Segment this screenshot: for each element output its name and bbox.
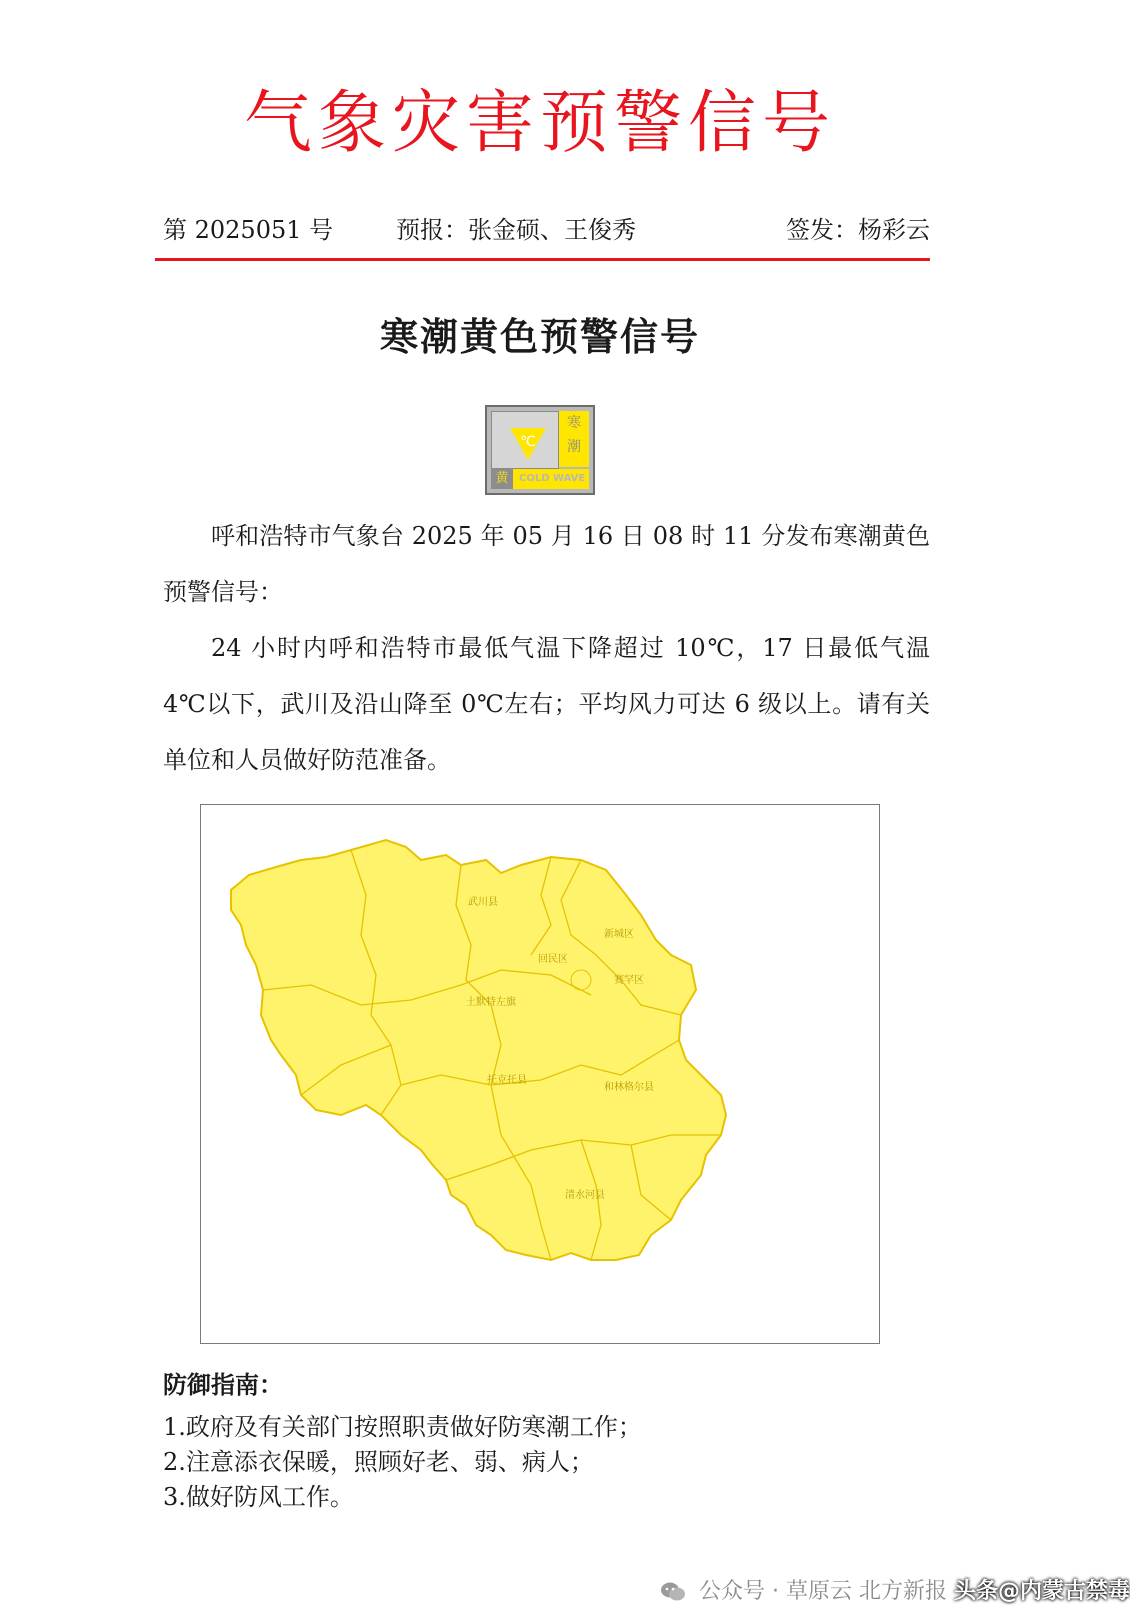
hohhot-region-map	[201, 805, 879, 1343]
thermometer-down-icon	[506, 420, 550, 464]
forecast-paragraph	[163, 620, 930, 788]
badge-side-char-2: 潮	[567, 439, 581, 455]
defense-guide-list	[163, 1410, 642, 1515]
header-divider	[155, 258, 930, 261]
wechat-icon	[660, 1581, 686, 1603]
badge-level-char: 黄	[491, 469, 513, 489]
defense-guide-heading: 防御指南：	[163, 1370, 283, 1399]
badge-side-char-1: 寒	[567, 415, 581, 431]
warning-area-map	[200, 804, 880, 1344]
forecast-text: 24 小时内呼和浩特市最低气温下降超过 10℃，17 日最低气温 4℃以下，武川及沿山降至 0℃左右；平均风力可达 6 级以上。请有关单位和人员做好防范准备。	[163, 634, 930, 774]
watermark-footer	[660, 1574, 1130, 1605]
alert-title: 寒潮黄色预警信号	[379, 314, 700, 359]
issuance-paragraph	[163, 508, 930, 620]
district-label: 土默特左旗	[466, 997, 516, 1008]
issuance-text: 呼和浩特市气象台 2025 年 05 月 16 日 08 时 11 分发布寒潮黄色预警信号：	[163, 522, 930, 606]
district-label: 清水河县	[565, 1190, 605, 1201]
district-label: 托克托县	[487, 1075, 527, 1086]
district-label: 新城区	[604, 929, 634, 940]
guide-item-3: 3.做好防风工作。	[163, 1483, 354, 1511]
issue-number: 第 2025051 号	[163, 216, 334, 244]
district-label: 回民区	[538, 954, 568, 965]
cold-wave-yellow-badge	[485, 405, 595, 495]
district-label: 武川县	[468, 897, 498, 908]
guide-item-2: 2.注意添衣保暖，照顾好老、弱、病人；	[163, 1448, 594, 1476]
badge-strip	[491, 469, 589, 489]
brand-watermark: 头条@内蒙古禁毒	[953, 1579, 1130, 1604]
district-label: 和林格尔县	[604, 1082, 654, 1093]
badge-side-panel	[559, 411, 589, 467]
badge-english-label: COLD WAVE	[519, 473, 586, 484]
district-label: 赛罕区	[614, 975, 644, 986]
forecasters: 预报：张金硕、王俊秀	[396, 216, 636, 244]
document-header-title: 气象灾害预警信号	[243, 84, 836, 163]
guide-item-1: 1.政府及有关部门按照职责做好防寒潮工作；	[163, 1413, 642, 1441]
badge-symbol: ℃	[520, 434, 536, 450]
signer: 签发：杨彩云	[786, 216, 930, 244]
badge-main-panel	[491, 411, 559, 469]
document-meta-row	[163, 210, 930, 250]
platform-watermark: 公众号 · 草原云 北方新报	[699, 1579, 947, 1604]
